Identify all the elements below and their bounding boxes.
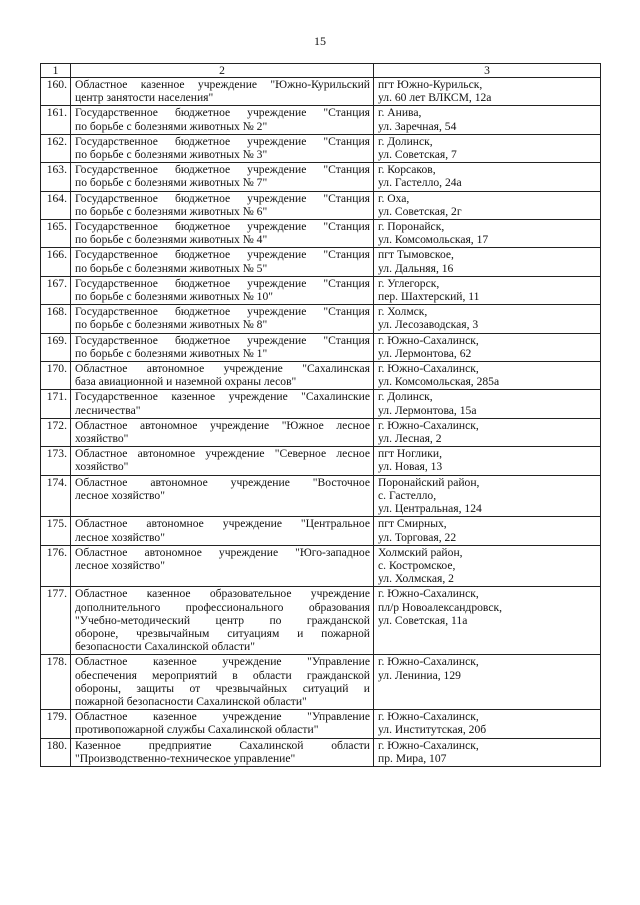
address-line: пгт Смирных,	[378, 517, 447, 531]
address-line: ул. Заречная, 54	[378, 119, 457, 133]
table-row	[41, 655, 601, 710]
row-number: 167.	[41, 276, 71, 304]
organization-name-line: по борьбе с болезнями животных № 3"	[75, 148, 268, 162]
table-row	[41, 390, 601, 418]
table-row	[41, 587, 601, 655]
organization-name	[71, 333, 374, 361]
address-line: пгт Южно-Курильск,	[378, 78, 483, 91]
row-number: 177.	[41, 587, 71, 655]
organization-name-line: база авиационной и наземной охраны лесов"	[75, 375, 297, 389]
address-line: г. Анива,	[378, 106, 422, 120]
organization-address	[374, 106, 601, 134]
table-row	[41, 362, 601, 390]
address-line: ул. Лениниа, 129	[378, 668, 461, 682]
organization-name-line: по борьбе с болезнями животных № 10"	[75, 290, 273, 304]
organization-name	[71, 710, 374, 738]
address-line: г. Поронайск,	[378, 220, 445, 234]
table-header-row	[41, 64, 601, 78]
row-number: 169.	[41, 333, 71, 361]
address-line: пгт Тымовское,	[378, 248, 454, 262]
address-line: ул. Советская, 11а	[378, 613, 468, 627]
organization-name	[71, 248, 374, 276]
organization-name	[71, 418, 374, 446]
organization-name-line: центр занятости населения"	[75, 91, 214, 105]
address-line: ул. Новая, 13	[378, 460, 443, 474]
table-body	[41, 78, 601, 767]
address-line: г. Холмск,	[378, 305, 428, 319]
table-row	[41, 106, 601, 134]
header-col-2: 2	[71, 64, 374, 78]
table-row	[41, 134, 601, 162]
organization-name	[71, 738, 374, 766]
row-number: 178.	[41, 655, 71, 710]
address-line: ул. Гастелло, 24а	[378, 176, 462, 190]
organization-address	[374, 333, 601, 361]
page-number: 15	[314, 34, 326, 48]
organization-name-line: Областное автономное учреждение "Восточное	[75, 475, 370, 489]
address-line: г. Южно-Сахалинск,	[378, 738, 479, 752]
table-row	[41, 248, 601, 276]
organization-address	[374, 78, 601, 106]
organization-address	[374, 134, 601, 162]
table-row	[41, 517, 601, 545]
organization-name-line: лесное хозяйство"	[75, 488, 165, 502]
row-number: 160.	[41, 78, 71, 106]
organization-address	[374, 545, 601, 587]
organization-name-line: Государственное бюджетное учреждение "Станция	[75, 163, 370, 177]
organization-name-line: "Производственно-техническое управление"	[75, 751, 296, 765]
row-number: 166.	[41, 248, 71, 276]
organization-name-line: Областное казенное учреждение "Управление	[75, 655, 370, 669]
table-row	[41, 78, 601, 106]
organization-name-line: по борьбе с болезнями животных № 4"	[75, 233, 268, 247]
address-line: ул. Дальняя, 16	[378, 261, 454, 275]
address-line: г. Оха,	[378, 191, 410, 205]
row-number: 170.	[41, 362, 71, 390]
organization-name-line: по борьбе с болезнями животных № 2"	[75, 119, 268, 133]
organization-name-line: Государственное бюджетное учреждение "Станция	[75, 276, 370, 290]
row-number: 171.	[41, 390, 71, 418]
address-line: Холмский район,	[378, 545, 463, 559]
organization-name-line: Областное казенное образовательное учреждение	[75, 587, 370, 601]
organization-address	[374, 362, 601, 390]
address-line: ул. Советская, 2г	[378, 204, 462, 218]
organization-name	[71, 134, 374, 162]
organization-name	[71, 362, 374, 390]
address-line: г. Южно-Сахалинск,	[378, 655, 479, 669]
organization-name-line: Государственное казенное учреждение "Сахалинские	[75, 390, 370, 404]
organization-name	[71, 517, 374, 545]
organization-name-line: Государственное бюджетное учреждение "Станция	[75, 333, 370, 347]
organization-name-line: Государственное бюджетное учреждение "Станция	[75, 248, 370, 262]
organization-name-line: обороне, чрезвычайным ситуациям и пожарной	[75, 626, 370, 640]
address-line: пл/р Новоалександровск,	[378, 600, 503, 614]
address-line: ул. Лесозаводская, 3	[378, 318, 479, 332]
table-row	[41, 220, 601, 248]
organization-name	[71, 655, 374, 710]
organization-name-line: по борьбе с болезнями животных № 7"	[75, 176, 268, 190]
table-row	[41, 163, 601, 191]
organization-name	[71, 106, 374, 134]
organization-name	[71, 447, 374, 475]
address-line: с. Костромское,	[378, 558, 456, 572]
address-line: г. Южно-Сахалинск,	[378, 587, 479, 601]
address-line: ул. Холмская, 2	[378, 572, 454, 586]
row-number: 165.	[41, 220, 71, 248]
organization-name-line: Областное автономное учреждение "Юго-западное	[75, 545, 370, 559]
address-line: Поронайский район,	[378, 475, 480, 489]
row-number: 175.	[41, 517, 71, 545]
organization-name-line: дополнительного профессионального образования	[75, 600, 370, 614]
organization-address	[374, 655, 601, 710]
address-line: ул. Лесная, 2	[378, 432, 442, 446]
organization-name-line: Казенное предприятие Сахалинской области	[75, 738, 370, 752]
row-number: 163.	[41, 163, 71, 191]
table-row	[41, 418, 601, 446]
row-number: 164.	[41, 191, 71, 219]
table-row	[41, 276, 601, 304]
organization-name	[71, 545, 374, 587]
address-line: ул. Лермонтова, 15а	[378, 403, 477, 417]
organization-address	[374, 390, 601, 418]
organization-name-line: Областное автономное учреждение "Центральное	[75, 517, 370, 531]
organization-name-line: хозяйство"	[75, 460, 129, 474]
organization-name	[71, 163, 374, 191]
organization-name	[71, 305, 374, 333]
row-number: 174.	[41, 475, 71, 517]
organization-name-line: обороны, защиты от чрезвычайных ситуаций и	[75, 681, 370, 695]
organization-name-line: Государственное бюджетное учреждение "Станция	[75, 191, 370, 205]
organization-address	[374, 276, 601, 304]
organization-name	[71, 587, 374, 655]
row-number: 179.	[41, 710, 71, 738]
organization-name-line: Областное автономное учреждение "Южное лесное	[75, 418, 370, 432]
header-col-3: 3	[374, 64, 601, 78]
header-col-1: 1	[41, 64, 71, 78]
organization-address	[374, 305, 601, 333]
address-line: пер. Шахтерский, 11	[378, 290, 480, 304]
table-row	[41, 447, 601, 475]
organization-name-line: Областное казенное учреждение "Южно-Курильский	[75, 78, 370, 91]
organization-name-line: Областное автономное учреждение "Северное лесное	[75, 447, 370, 461]
row-number: 168.	[41, 305, 71, 333]
organization-address	[374, 418, 601, 446]
address-line: ул. Институтская, 20б	[378, 723, 487, 737]
address-line: ул. Советская, 7	[378, 148, 457, 162]
organization-name-line: лесное хозяйство"	[75, 530, 165, 544]
address-line: пр. Мира, 107	[378, 751, 447, 765]
organization-address	[374, 587, 601, 655]
table-row	[41, 305, 601, 333]
address-line: ул. 60 лет ВЛКСМ, 12а	[378, 91, 492, 105]
organization-name-line: "Учебно-методический центр по гражданской	[75, 613, 370, 627]
row-number: 180.	[41, 738, 71, 766]
organization-name-line: противопожарной службы Сахалинской области"	[75, 723, 319, 737]
organization-address	[374, 163, 601, 191]
address-line: г. Корсаков,	[378, 163, 436, 177]
organization-name-line: Областное автономное учреждение "Сахалинская	[75, 362, 370, 376]
organization-name	[71, 191, 374, 219]
organization-name	[71, 220, 374, 248]
address-line: ул. Лермонтова, 62	[378, 346, 472, 360]
table-row	[41, 545, 601, 587]
organization-address	[374, 248, 601, 276]
organization-address	[374, 475, 601, 517]
organization-name-line: Государственное бюджетное учреждение "Станция	[75, 134, 370, 148]
organization-name-line: Областное казенное учреждение "Управление	[75, 710, 370, 724]
organization-name-line: лесничества"	[75, 403, 141, 417]
address-line: г. Южно-Сахалинск,	[378, 333, 479, 347]
table-row	[41, 710, 601, 738]
organization-name-line: по борьбе с болезнями животных № 8"	[75, 318, 268, 332]
organizations-table	[40, 63, 601, 767]
organization-name-line: по борьбе с болезнями животных № 6"	[75, 204, 268, 218]
organization-name-line: пожарной безопасности Сахалинской области"	[75, 694, 307, 708]
row-number: 161.	[41, 106, 71, 134]
row-number: 173.	[41, 447, 71, 475]
address-line: ул. Торговая, 22	[378, 530, 457, 544]
table-row	[41, 475, 601, 517]
organization-name-line: Государственное бюджетное учреждение "Станция	[75, 305, 370, 319]
row-number: 176.	[41, 545, 71, 587]
organization-address	[374, 517, 601, 545]
organization-name	[71, 78, 374, 106]
table-row	[41, 333, 601, 361]
organization-name	[71, 390, 374, 418]
table-row	[41, 738, 601, 766]
row-number: 162.	[41, 134, 71, 162]
address-line: г. Углегорск,	[378, 276, 440, 290]
organization-name-line: по борьбе с болезнями животных № 1"	[75, 346, 268, 360]
organization-address	[374, 447, 601, 475]
row-number: 172.	[41, 418, 71, 446]
organization-name-line: по борьбе с болезнями животных № 5"	[75, 261, 268, 275]
organization-name-line: лесное хозяйство"	[75, 558, 165, 572]
address-line: г. Южно-Сахалинск,	[378, 418, 479, 432]
address-line: ул. Центральная, 124	[378, 502, 482, 516]
address-line: с. Гастелло,	[378, 488, 437, 502]
organization-name-line: хозяйство"	[75, 432, 129, 446]
organization-name	[71, 475, 374, 517]
address-line: г. Долинск,	[378, 134, 433, 148]
address-line: г. Южно-Сахалинск,	[378, 362, 479, 376]
organization-address	[374, 191, 601, 219]
organization-name-line: обеспечения мероприятий в области гражданской	[75, 668, 370, 682]
address-line: ул. Комсомольская, 285а	[378, 375, 500, 389]
table-row	[41, 191, 601, 219]
organization-name-line: Государственное бюджетное учреждение "Станция	[75, 106, 370, 120]
organization-address	[374, 710, 601, 738]
organization-address	[374, 738, 601, 766]
address-line: пгт Ноглики,	[378, 447, 442, 461]
organization-address	[374, 220, 601, 248]
organization-name-line: Государственное бюджетное учреждение "Станция	[75, 220, 370, 234]
address-line: г. Южно-Сахалинск,	[378, 710, 479, 724]
address-line: ул. Комсомольская, 17	[378, 233, 489, 247]
organization-name-line: безопасности Сахалинской области"	[75, 640, 255, 654]
address-line: г. Долинск,	[378, 390, 433, 404]
organization-name	[71, 276, 374, 304]
